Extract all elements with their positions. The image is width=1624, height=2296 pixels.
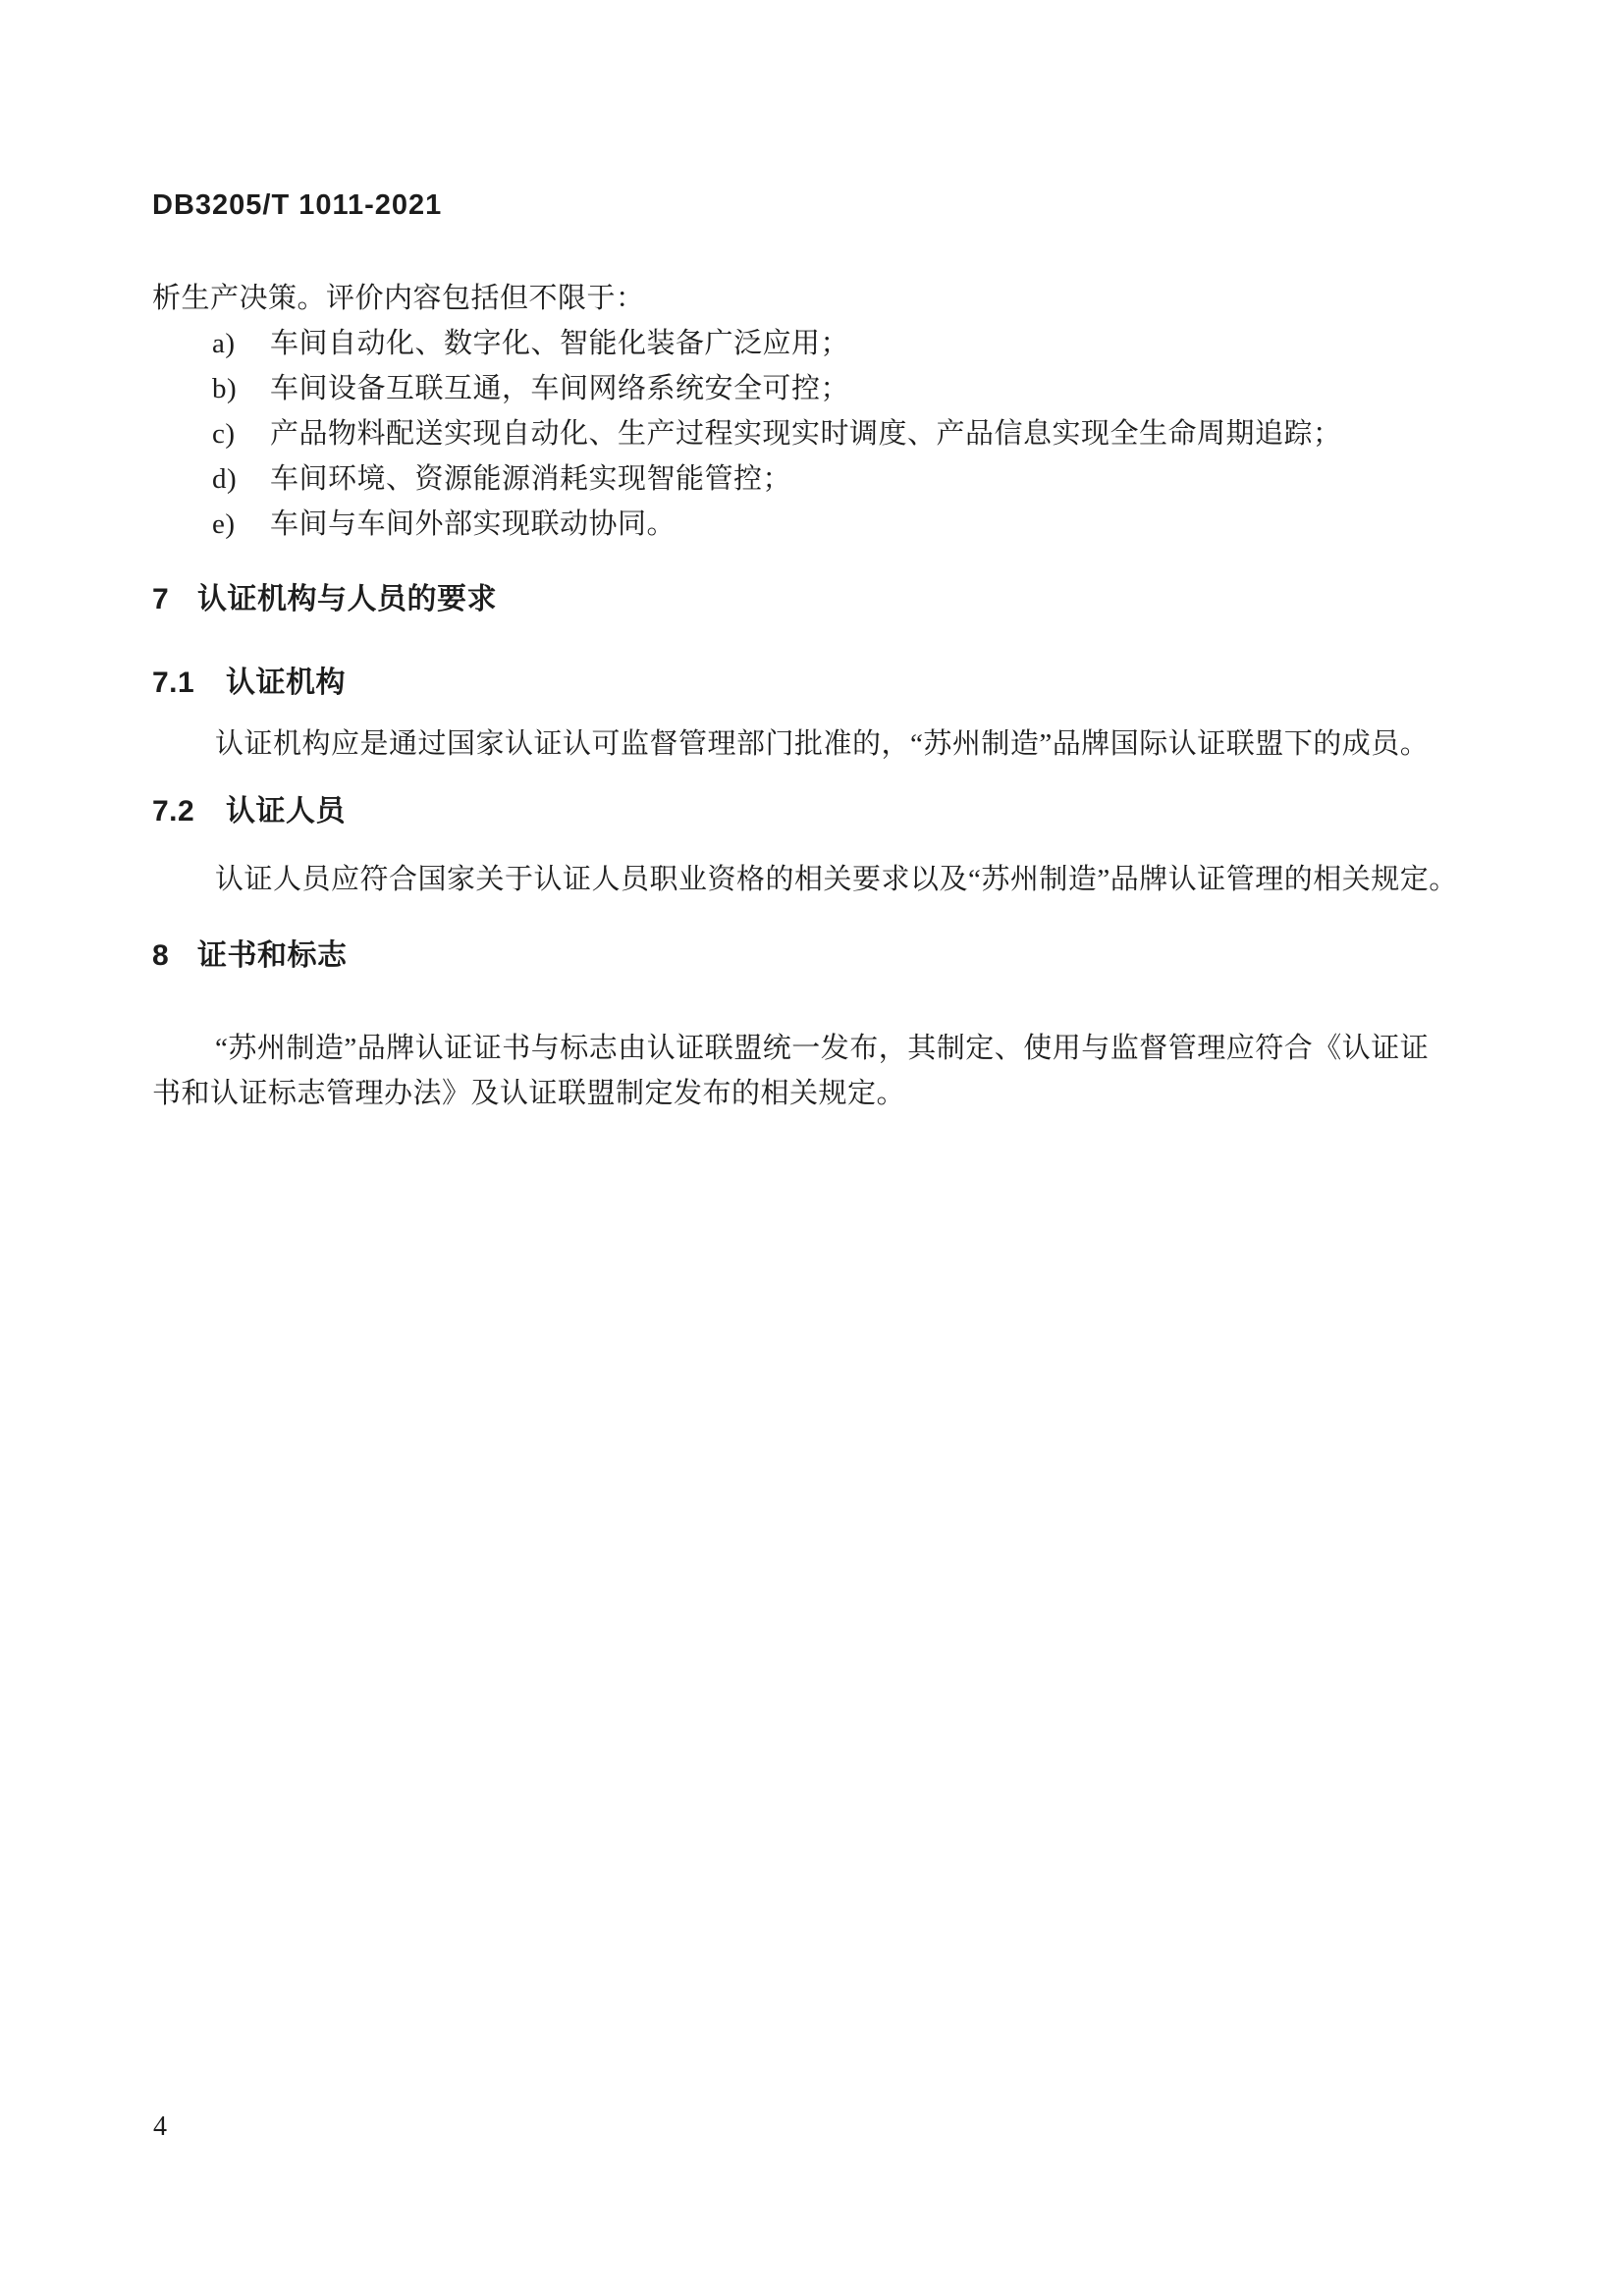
section-7-heading — [152, 581, 497, 618]
section-number: 8 — [152, 939, 170, 972]
list-item-marker: d) — [212, 463, 238, 495]
section-8-paragraph-line-1: “苏州制造”品牌认证证书与标志由认证联盟统一发布，其制定、使用与监督管理应符合《认证证 — [215, 1033, 1430, 1064]
list-item-text: 车间设备互联互通，车间网络系统安全可控； — [270, 373, 850, 404]
section-7-1-heading — [152, 665, 346, 702]
section-8-heading — [152, 937, 348, 975]
list-item-marker: a) — [212, 328, 236, 359]
list-item-marker: c) — [212, 418, 236, 450]
list-item-text: 车间环境、资源能源消耗实现智能管控； — [270, 463, 792, 495]
list-item — [212, 461, 791, 497]
section-number: 7 — [152, 583, 170, 615]
page-number: 4 — [153, 2111, 167, 2142]
list-item-text: 车间自动化、数字化、智能化装备广泛应用； — [270, 328, 850, 359]
section-8-paragraph-line-2: 书和认证标志管理办法》及认证联盟制定发布的相关规定。 — [152, 1078, 906, 1109]
list-item — [212, 326, 849, 361]
list-item-marker: b) — [212, 373, 238, 404]
section-7-2-heading — [152, 793, 346, 830]
section-number: 7.2 — [152, 795, 195, 828]
list-item-marker: e) — [212, 508, 236, 540]
section-title: 认证机构 — [226, 667, 346, 699]
section-title: 认证机构与人员的要求 — [197, 583, 497, 615]
section-number: 7.1 — [152, 667, 195, 699]
section-7-1-paragraph: 认证机构应是通过国家认证认可监督管理部门批准的，“苏州制造”品牌国际认证联盟下的成员。 — [215, 728, 1430, 760]
list-item-text: 车间与车间外部实现联动协同。 — [270, 508, 677, 540]
section-title: 认证人员 — [226, 795, 346, 828]
list-item — [212, 507, 676, 542]
list-item-text: 产品物料配送实现自动化、生产过程实现实时调度、产品信息实现全生命周期追踪； — [270, 418, 1342, 450]
list-item — [212, 416, 1342, 452]
section-title: 证书和标志 — [197, 939, 348, 972]
document-code: DB3205/T 1011-2021 — [152, 189, 443, 221]
intro-paragraph: 析生产决策。评价内容包括但不限于： — [152, 283, 645, 314]
list-item — [212, 371, 849, 406]
section-7-2-paragraph: 认证人员应符合国家关于认证人员职业资格的相关要求以及“苏州制造”品牌认证管理的相关规定。 — [215, 864, 1458, 895]
